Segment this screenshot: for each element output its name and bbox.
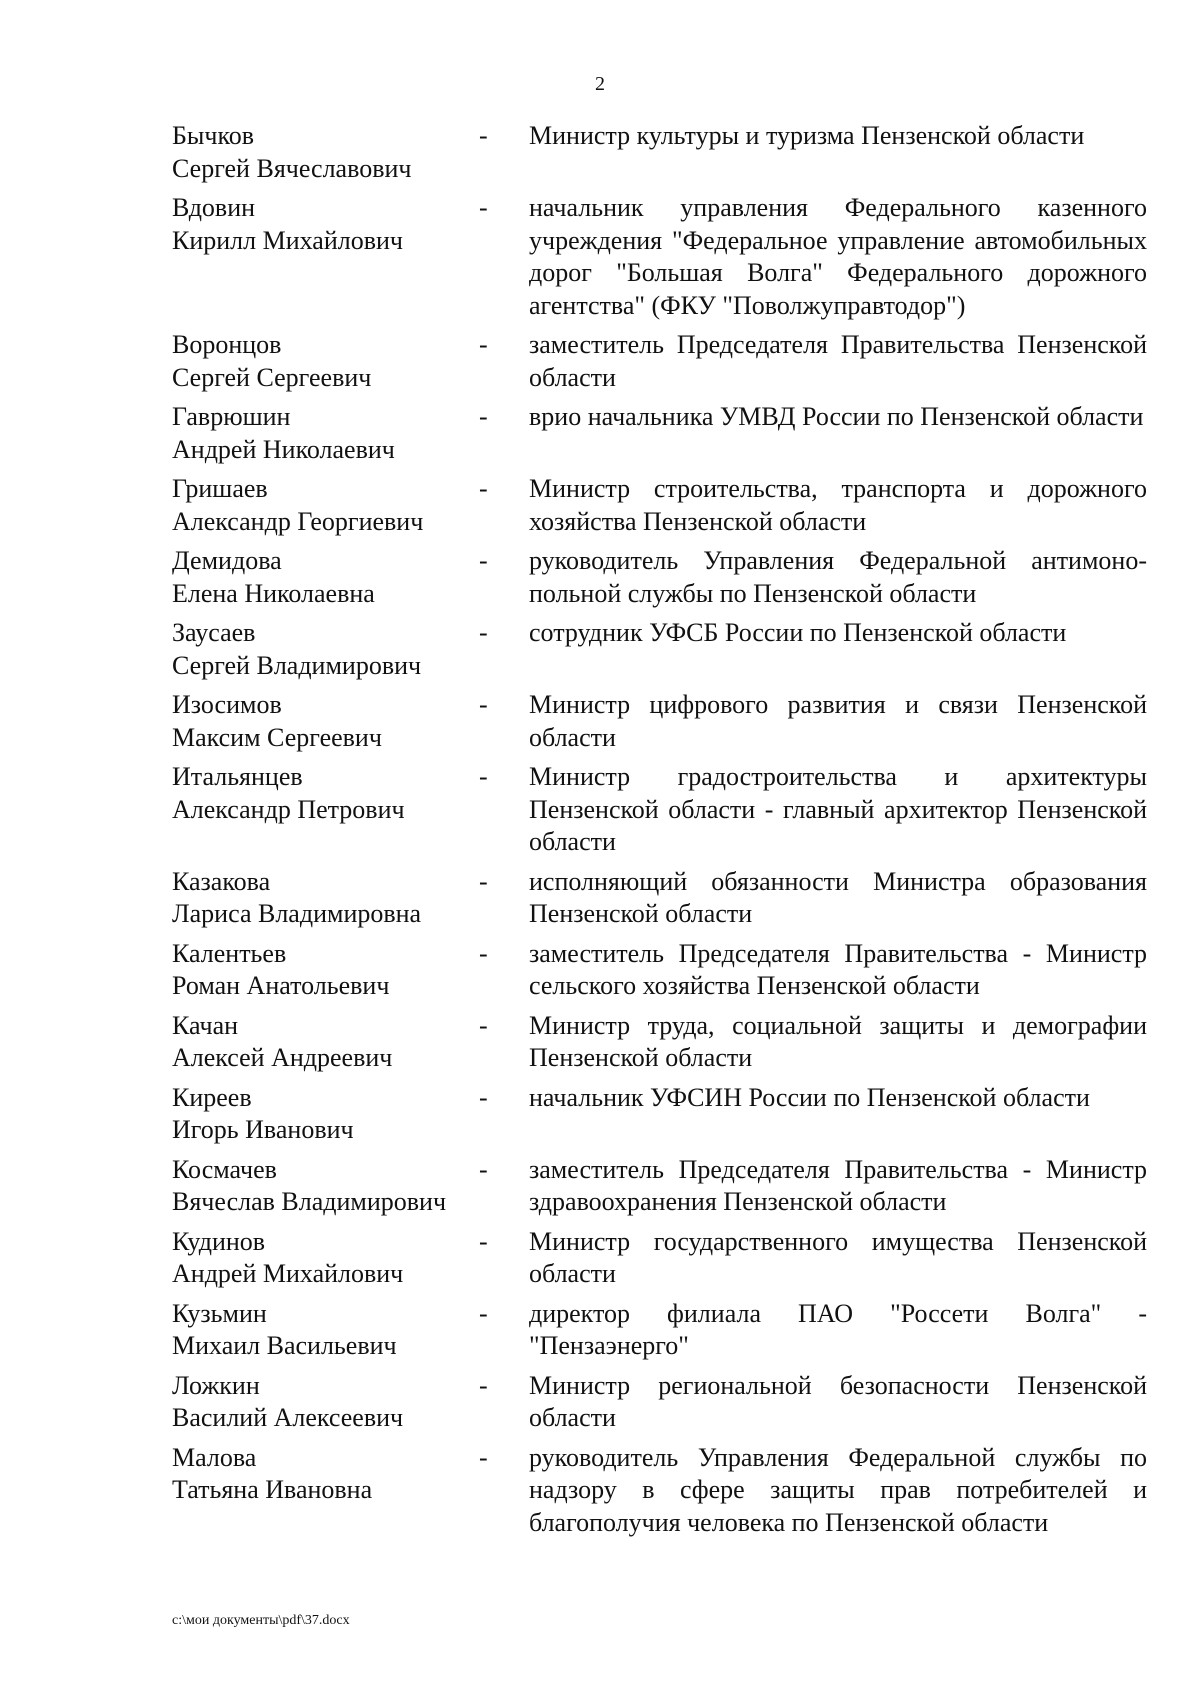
list-item bbox=[172, 192, 1147, 322]
member-position: Министр градостроительства и архитектуры Пензенской области - главный архитектор Пензенской области bbox=[529, 762, 1147, 856]
separator-dash: - bbox=[479, 690, 488, 719]
member-list bbox=[172, 120, 1147, 1539]
member-position: заместитель Председателя Правительства - Министр здравоохранения Пензенской области bbox=[529, 1154, 1147, 1216]
member-given-name: Игорь Иванович bbox=[172, 1115, 354, 1144]
member-name bbox=[172, 401, 477, 466]
member-position: заместитель Председателя Правительства - Министр сельского хозяйства Пензенской области bbox=[529, 938, 1147, 1000]
member-given-name: Елена Николаевна bbox=[172, 578, 375, 608]
member-name bbox=[172, 1298, 477, 1363]
separator-dash: - bbox=[479, 546, 488, 575]
member-surname: Ложкин bbox=[172, 1370, 260, 1400]
member-surname: Гришаев bbox=[172, 474, 268, 503]
list-item bbox=[172, 401, 1147, 466]
list-item bbox=[172, 617, 1147, 682]
member-name bbox=[172, 120, 477, 185]
member-position: директор филиала ПАО "Россети Волга" - "Пензаэнерго" bbox=[529, 1298, 1147, 1360]
list-item bbox=[172, 689, 1147, 754]
list-item bbox=[172, 761, 1147, 859]
list-item bbox=[172, 1298, 1147, 1363]
page-number: 2 bbox=[595, 73, 605, 95]
member-given-name: Сергей Сергеевич bbox=[172, 362, 372, 392]
member-name bbox=[172, 473, 477, 538]
member-name bbox=[172, 617, 477, 682]
member-position: Министр региональной безопасности Пензенской области bbox=[529, 1370, 1147, 1432]
member-surname: Изосимов bbox=[172, 690, 282, 719]
member-given-name: Михаил Васильевич bbox=[172, 1331, 397, 1360]
member-given-name: Вячеслав Владимирович bbox=[172, 1187, 447, 1216]
list-item bbox=[172, 1442, 1147, 1540]
separator-dash: - bbox=[479, 938, 488, 968]
member-surname: Кузьмин bbox=[172, 1298, 267, 1328]
separator-dash: - bbox=[479, 193, 488, 222]
member-given-name: Татьяна Ивановна bbox=[172, 1475, 373, 1504]
member-name bbox=[172, 1226, 477, 1291]
member-surname: Демидова bbox=[172, 546, 282, 575]
member-surname: Воронцов bbox=[172, 330, 282, 359]
member-name bbox=[172, 938, 477, 1003]
member-given-name: Сергей Владимирович bbox=[172, 650, 422, 680]
member-name bbox=[172, 689, 477, 754]
member-position: руководитель Управления Федеральной службы по надзору в сфере защиты прав потребителей и благополучия человека по Пензенской области bbox=[529, 1442, 1147, 1537]
member-position: заместитель Председателя Правительства Пензенской области bbox=[529, 330, 1147, 392]
member-position: начальник УФСИН России по Пензенской области bbox=[529, 1082, 1090, 1112]
member-given-name: Кирилл Михайлович bbox=[172, 225, 404, 255]
member-name bbox=[172, 1010, 477, 1075]
member-position: Министр культуры и туризма Пензенской области bbox=[529, 121, 1085, 150]
list-item bbox=[172, 120, 1147, 185]
member-position: исполняющий обязанности Министра образования Пензенской области bbox=[529, 866, 1147, 928]
member-position: Министр государственного имущества Пензенской области bbox=[529, 1226, 1147, 1288]
member-name bbox=[172, 192, 477, 257]
separator-dash: - bbox=[479, 121, 488, 150]
member-given-name: Андрей Николаевич bbox=[172, 434, 395, 464]
separator-dash: - bbox=[479, 762, 488, 791]
separator-dash: - bbox=[479, 1370, 488, 1400]
separator-dash: - bbox=[479, 1442, 488, 1472]
member-surname: Киреев bbox=[172, 1082, 252, 1112]
separator-dash: - bbox=[479, 1298, 488, 1328]
list-item bbox=[172, 1010, 1147, 1075]
member-position: начальник управления Федерального казенного учреждения "Федеральное управление автомобильных дорог "Большая Волга" Федерального дорожного агентства" (ФКУ "Поволжуправтодор") bbox=[529, 193, 1147, 320]
member-position: сотрудник УФСБ России по Пензенской области bbox=[529, 618, 1067, 647]
member-surname: Калентьев bbox=[172, 938, 287, 968]
member-name bbox=[172, 1442, 477, 1507]
member-given-name: Александр Георгиевич bbox=[172, 506, 424, 536]
member-name bbox=[172, 1370, 477, 1435]
list-item bbox=[172, 1370, 1147, 1435]
member-given-name: Андрей Михайлович bbox=[172, 1259, 404, 1288]
member-name bbox=[172, 545, 477, 610]
list-item bbox=[172, 473, 1147, 538]
member-position: руководитель Управления Федеральной антимоно-польной службы по Пензенской области bbox=[529, 546, 1147, 608]
member-surname: Бычков bbox=[172, 121, 255, 150]
separator-dash: - bbox=[479, 1082, 488, 1112]
list-item bbox=[172, 1226, 1147, 1291]
member-position: врио начальника УМВД России по Пензенской области bbox=[529, 402, 1144, 431]
member-surname: Итальянцев bbox=[172, 762, 303, 791]
member-surname: Казакова bbox=[172, 866, 271, 896]
member-name bbox=[172, 329, 477, 394]
file-path-footer: c:\мои документы\pdf\37.docx bbox=[172, 1613, 350, 1628]
member-given-name: Максим Сергеевич bbox=[172, 722, 382, 752]
separator-dash: - bbox=[479, 330, 488, 359]
separator-dash: - bbox=[479, 618, 488, 647]
member-given-name: Сергей Вячеславович bbox=[172, 153, 412, 183]
member-position: Министр строительства, транспорта и дорожного хозяйства Пензенской области bbox=[529, 474, 1147, 536]
list-item bbox=[172, 1082, 1147, 1147]
member-given-name: Василий Алексеевич bbox=[172, 1403, 404, 1432]
member-given-name: Лариса Владимировна bbox=[172, 899, 422, 928]
member-surname: Малова bbox=[172, 1442, 257, 1472]
separator-dash: - bbox=[479, 866, 488, 896]
member-surname: Космачев bbox=[172, 1154, 277, 1184]
list-item bbox=[172, 938, 1147, 1003]
member-given-name: Алексей Андреевич bbox=[172, 1043, 393, 1072]
member-surname: Гаврюшин bbox=[172, 402, 291, 431]
member-surname: Вдовин bbox=[172, 193, 256, 222]
separator-dash: - bbox=[479, 474, 488, 503]
member-name bbox=[172, 761, 477, 826]
list-item bbox=[172, 545, 1147, 610]
separator-dash: - bbox=[479, 402, 488, 431]
member-given-name: Александр Петрович bbox=[172, 794, 405, 824]
member-given-name: Роман Анатольевич bbox=[172, 971, 390, 1000]
member-position: Министр цифрового развития и связи Пензенской области bbox=[529, 690, 1147, 752]
separator-dash: - bbox=[479, 1010, 488, 1040]
member-name bbox=[172, 866, 477, 931]
separator-dash: - bbox=[479, 1226, 488, 1256]
list-item bbox=[172, 329, 1147, 394]
member-surname: Заусаев bbox=[172, 618, 256, 647]
member-surname: Качан bbox=[172, 1010, 239, 1040]
list-item bbox=[172, 1154, 1147, 1219]
member-name bbox=[172, 1154, 477, 1219]
member-surname: Кудинов bbox=[172, 1226, 266, 1256]
member-name bbox=[172, 1082, 477, 1147]
separator-dash: - bbox=[479, 1154, 488, 1184]
list-item bbox=[172, 866, 1147, 931]
member-position: Министр труда, социальной защиты и демографии Пензенской области bbox=[529, 1010, 1147, 1072]
